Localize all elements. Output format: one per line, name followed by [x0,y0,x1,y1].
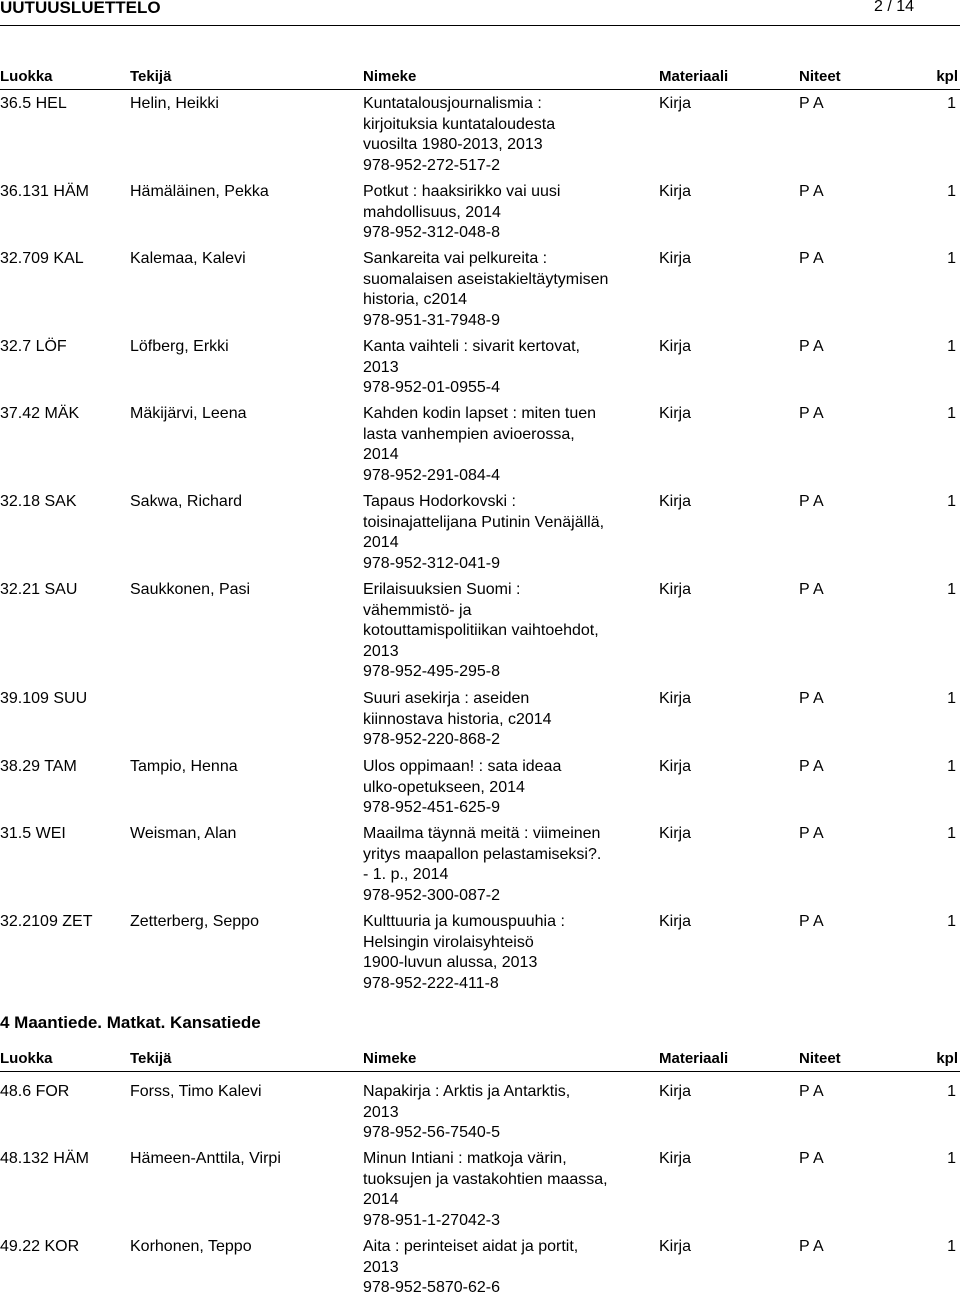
entry-title-line: 978-952-495-295-8 [363,663,500,680]
entry-count: 1 [947,913,956,930]
entry-title-line: 978-952-451-625-9 [363,799,500,816]
entry-material: Kirja [659,1083,692,1100]
entry-class: 49.22 KOR [0,1238,80,1255]
entry-title [363,182,653,244]
entry-notes: P A [799,405,824,422]
entry-material: Kirja [659,1238,692,1255]
entry-author: Kalemaa, Kalevi [130,250,246,267]
entry-material: Kirja [659,758,692,775]
entry-title [363,757,653,819]
entry-title [363,249,653,331]
entry-author: Löfberg, Erkki [130,338,229,355]
entry-title [363,689,653,751]
entry-title [363,492,653,574]
entry-author: Helin, Heikki [130,95,219,112]
entry-title-line: Kulttuuria ja kumouspuuhia : [363,913,565,930]
entry-title-line: Potkut : haaksirikko vai uusi [363,183,561,200]
entry-notes: P A [799,913,824,930]
entry-title-line: 2014 [363,1191,399,1208]
column-header-author: Tekijä [130,68,172,85]
entry-author: Tampio, Henna [130,758,238,775]
entry-author: Weisman, Alan [130,825,237,842]
entry-author: Hämeen-Anttila, Virpi [130,1150,281,1167]
entry-material: Kirja [659,690,692,707]
entry-material: Kirja [659,250,692,267]
entry-title-line: kotouttamispolitiikan vaihtoehdot, [363,622,599,639]
entry-title-line: toisinajattelijana Putinin Venäjällä, [363,513,605,531]
entry-author: Hämäläinen, Pekka [130,183,269,200]
entry-material: Kirja [659,95,692,112]
entry-title [363,404,653,486]
entry-notes: P A [799,825,824,842]
column-header-author: Tekijä [130,1050,172,1067]
entry-count: 1 [947,493,956,510]
entry-title-line: Ulos oppimaan! : sata ideaa [363,758,562,775]
column-header-rule [0,89,960,90]
entry-title [363,1082,653,1144]
entry-class: 32.18 SAK [0,493,77,510]
entry-class: 38.29 TAM [0,758,77,775]
entry-class: 36.5 HEL [0,95,67,112]
entry-title-line: 2013 [363,1258,399,1276]
entry-title-line: - 1. p., 2014 [363,866,449,883]
entry-notes: P A [799,493,824,510]
entry-title-line: 2013 [363,642,399,660]
entry-author: Korhonen, Teppo [130,1238,252,1255]
column-header-count: kpl [936,68,958,85]
section-2-title: 4 Maantiede. Matkat. Kansatiede [0,1013,261,1032]
entry-title [363,912,653,994]
entry-title-line: Napakirja : Arktis ja Antarktis, [363,1083,571,1100]
entry-title-line: Kanta vaihteli : sivarit kertovat, [363,338,580,355]
column-header-title: Nimeke [363,68,417,85]
entry-class: 36.131 HÄM [0,183,89,200]
entry-notes: P A [799,183,824,200]
entry-class: 32.709 KAL [0,250,84,267]
entry-count: 1 [947,183,956,200]
entry-title-line: 2014 [363,534,399,551]
entry-material: Kirja [659,1150,692,1167]
entry-class: 37.42 MÄK [0,405,80,422]
entry-notes: P A [799,250,824,267]
column-header-title: Nimeke [363,1050,417,1067]
entry-material: Kirja [659,581,692,598]
entry-title-line: tuoksujen ja vastakohtien maassa, [363,1170,608,1188]
entry-title-line: Aita : perinteiset aidat ja portit, [363,1238,579,1255]
entry-author: Forss, Timo Kalevi [130,1083,262,1100]
entry-title-line: 978-952-222-411-8 [363,974,499,992]
entry-material: Kirja [659,405,692,422]
entry-author: Sakwa, Richard [130,493,243,510]
column-header-notes: Niteet [799,1050,841,1067]
entry-title-line: Maailma täynnä meitä : viimeinen [363,825,601,842]
entry-notes: P A [799,690,824,707]
entry-title-line: 978-952-300-087-2 [363,886,500,904]
entry-title-line: Minun Intiani : matkoja värin, [363,1150,567,1167]
header-rule [0,25,960,26]
entry-title-line: 978-951-1-27042-3 [363,1211,500,1229]
entry-notes: P A [799,1150,824,1167]
entry-title-line: suomalaisen aseistakieltäytymisen [363,270,609,288]
entry-count: 1 [947,825,956,842]
entry-title-line: Erilaisuuksien Suomi : [363,581,521,598]
entry-title-line: kiinnostava historia, c2014 [363,710,552,728]
entry-title [363,337,653,399]
entry-notes: P A [799,1238,824,1255]
document-title: UUTUUSLUETTELO [0,0,161,17]
entry-material: Kirja [659,183,692,200]
entry-count: 1 [947,758,956,775]
entry-count: 1 [947,250,956,267]
column-header-class: Luokka [0,68,53,85]
entry-notes: P A [799,95,824,112]
column-header-notes: Niteet [799,68,841,85]
entry-title-line: vuosilta 1980-2013, 2013 [363,136,543,153]
entry-notes: P A [799,581,824,598]
entry-count: 1 [947,95,956,112]
entry-title-line: 978-952-01-0955-4 [363,379,500,396]
entry-class: 48.132 HÄM [0,1150,89,1167]
entry-title-line: lasta vanhempien avioerossa, [363,425,575,443]
page-header [0,0,960,20]
entry-class: 31.5 WEI [0,825,66,842]
entry-title-line: Tapaus Hodorkovski : [363,493,516,510]
column-header-class: Luokka [0,1050,53,1067]
entry-title-line: yritys maapallon pelastamiseksi?. [363,845,602,863]
entry-title-line: Kuntatalousjournalismia : [363,95,542,112]
entry-count: 1 [947,1150,956,1167]
entry-title-line: vähemmistö- ja [363,601,472,619]
entry-title-line: 978-951-31-7948-9 [363,311,500,329]
page-number: 2 / 14 [873,0,914,15]
entry-author: Mäkijärvi, Leena [130,405,247,422]
entry-title [363,1237,653,1299]
entry-material: Kirja [659,913,692,930]
entry-title-line: 978-952-56-7540-5 [363,1124,500,1141]
entry-title [363,94,653,176]
entry-title [363,824,653,906]
entry-count: 1 [947,1238,956,1255]
entry-notes: P A [799,1083,824,1100]
entry-material: Kirja [659,825,692,842]
entry-count: 1 [947,690,956,707]
column-header-row [0,68,960,88]
entry-title [363,1149,653,1231]
entry-count: 1 [947,581,956,598]
entry-class: 32.21 SAU [0,581,78,598]
column-header-material: Materiaali [659,68,729,85]
entry-title-line: historia, c2014 [363,291,468,308]
entry-author: Zetterberg, Seppo [130,913,259,930]
entry-class: 32.2109 ZET [0,913,93,930]
entry-class: 32.7 LÖF [0,338,67,355]
entry-title-line: ulko-opetukseen, 2014 [363,778,525,796]
entry-title-line: Helsingin virolaisyhteisö [363,933,534,951]
entry-title-line: 1900-luvun alussa, 2013 [363,954,538,971]
column-header-row-2 [0,1050,960,1070]
entry-title-line: 2013 [363,1103,399,1121]
entry-title-line: Suuri asekirja : aseiden [363,690,530,707]
entry-notes: P A [799,758,824,775]
column-header-count: kpl [936,1050,958,1067]
entry-class: 48.6 FOR [0,1083,70,1100]
entry-count: 1 [947,405,956,422]
entry-title [363,580,653,683]
column-header-material: Materiaali [659,1050,729,1067]
entry-title-line: Sankareita vai pelkureita : [363,250,548,267]
entry-notes: P A [799,338,824,355]
entry-title-line: Kahden kodin lapset : miten tuen [363,405,597,422]
column-header-rule-2 [0,1071,960,1072]
entry-title-line: 978-952-220-868-2 [363,731,500,748]
entry-title-line: 978-952-291-084-4 [363,466,500,484]
entry-count: 1 [947,1083,956,1100]
entry-title-line: 2013 [363,358,399,376]
entry-title-line: 978-952-312-041-9 [363,554,500,572]
entry-material: Kirja [659,338,692,355]
entry-title-line: 978-952-272-517-2 [363,156,500,174]
entry-count: 1 [947,338,956,355]
entry-author: Saukkonen, Pasi [130,581,251,598]
entry-title-line: mahdollisuus, 2014 [363,203,501,221]
entry-material: Kirja [659,493,692,510]
entry-class: 39.109 SUU [0,690,88,707]
entry-title-line: 978-952-5870-62-6 [363,1279,500,1296]
entry-title-line: 978-952-312-048-8 [363,224,500,241]
entry-title-line: 2014 [363,446,399,463]
entry-title-line: kirjoituksia kuntataloudesta [363,115,556,133]
